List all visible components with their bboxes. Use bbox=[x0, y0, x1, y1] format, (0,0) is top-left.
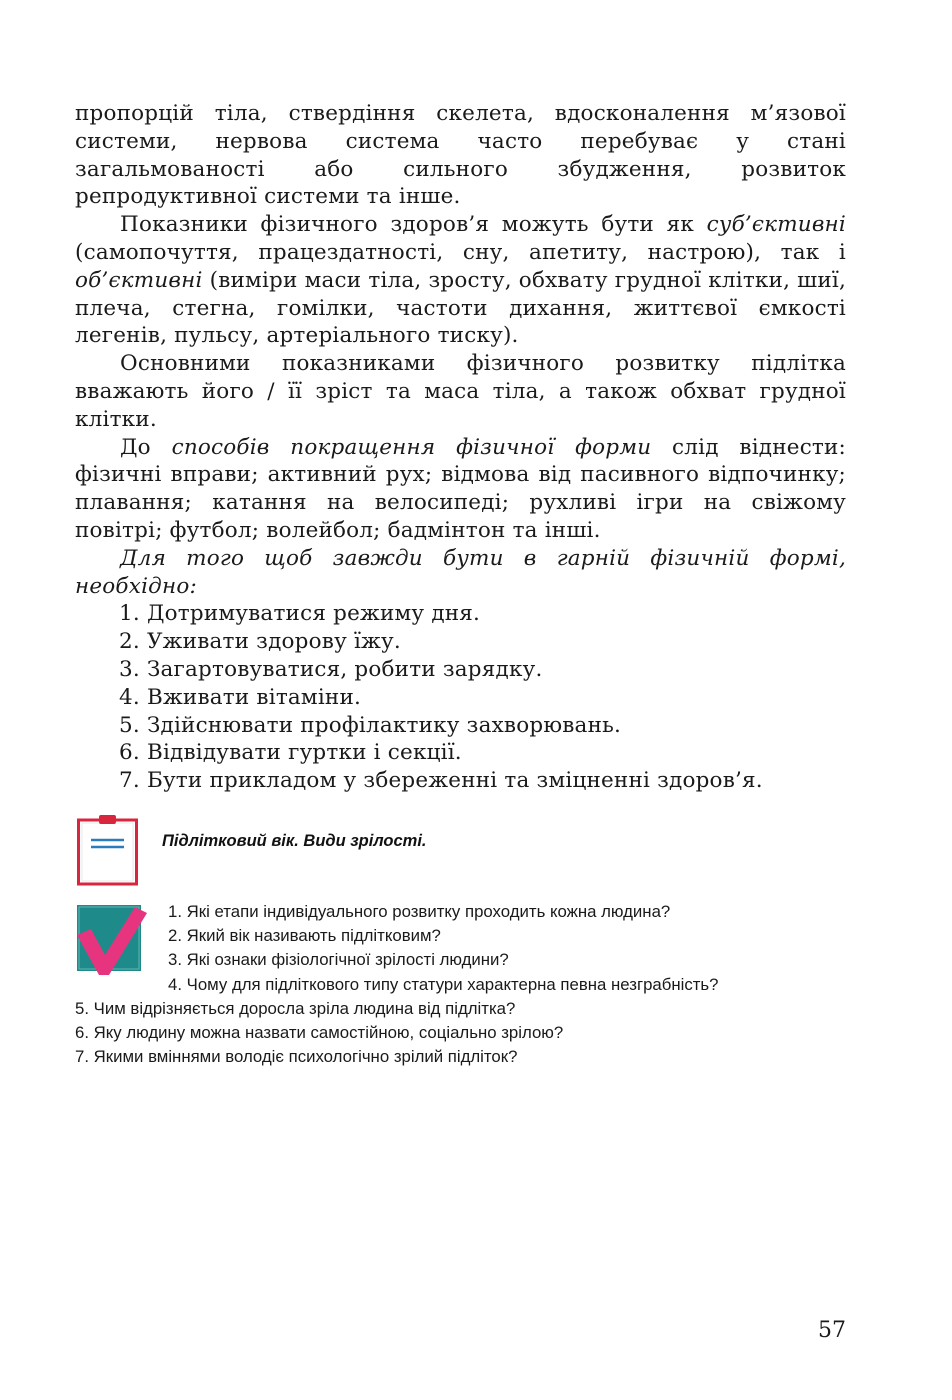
emphasis-subjective: суб’єктивні bbox=[706, 212, 846, 238]
list-item: 6. Відвідувати гуртки і секції. bbox=[119, 740, 462, 766]
question-item: 1. Які етапи індивідуального розвитку проходить кожна людина? bbox=[168, 902, 671, 921]
list-item: 4. Вживати вітаміни. bbox=[119, 684, 362, 710]
question-item: 5. Чим відрізняється доросла зріла людина від підлітка? bbox=[75, 998, 516, 1018]
paragraph-main-indicators: Основними показниками фізичного розвитку підлітка вважають його / її зріст та маса тіла, а також обхват грудної клітки. bbox=[75, 351, 846, 432]
list-item: 3. Загартовуватися, робити зарядку. bbox=[119, 656, 543, 682]
paragraph-text: До bbox=[120, 434, 172, 460]
paragraph-text: (виміри маси тіла, зросту, обхвату грудної клітки, шиї, плеча, стегна, гомілки, частоти дихання, життєвої ємкості легенів, пульсу, артеріального тиску). bbox=[75, 267, 846, 349]
clipboard-icon bbox=[77, 814, 140, 886]
paragraph-text: (самопочуття, працездатності, сну, апетиту, настрою), так і bbox=[75, 239, 846, 265]
list-item: 1. Дотримуватися режиму дня. bbox=[119, 601, 481, 627]
question-item: 4. Чому для підліткового типу статури характерна певна незграбність? bbox=[168, 974, 719, 994]
question-item: 2. Який вік називають підлітковим? bbox=[168, 926, 441, 946]
topic-title: Підлітковий вік. Види зрілості. bbox=[162, 832, 427, 850]
paragraph-indicators bbox=[75, 211, 846, 350]
question-item: 6. Яку людину можна назвати самостійною, соціально зрілою? bbox=[75, 1023, 564, 1043]
question-item: 7. Якими вміннями володіє психологічно зрілий підліток? bbox=[75, 1047, 518, 1067]
emphasis-objective: об’єктивні bbox=[75, 267, 203, 293]
steps-list bbox=[75, 600, 846, 795]
steps-intro: Для того щоб завжди бути в гарній фізичній формі, необхідно: bbox=[75, 545, 846, 599]
list-item: 7. Бути прикладом у збереженні та зміцненні здоров’я. bbox=[119, 768, 763, 794]
paragraph-text: Показники фізичного здоров’я можуть бути як bbox=[120, 212, 707, 238]
list-item: 2. Уживати здорову їжу. bbox=[119, 629, 401, 655]
paragraph-text: слід віднести: фізичні вправи; активний рух; відмова від пасивного відпочинку; плавання; катання на велосипеді; рухливі ігри на свіжому повітрі; футбол; волейбол; бадмінтон та інші. bbox=[75, 434, 847, 543]
question-item: 3. Які ознаки фізіологічної зрілості людини? bbox=[168, 950, 509, 970]
list-item: 5. Здійснювати профілактику захворювань. bbox=[119, 712, 622, 738]
main-text bbox=[75, 100, 846, 795]
paragraph-continuation: пропорцій тіла, ствердіння скелета, вдосконалення м’язової системи, нервова система часто перебуває у стані загальмованості або сильного збудження, розвиток репродуктивної системи та інше. bbox=[75, 101, 846, 210]
review-questions bbox=[75, 900, 915, 1069]
page-number: 57 bbox=[818, 1318, 846, 1343]
emphasis-methods: способів покращення фізичної форми bbox=[171, 434, 652, 460]
paragraph-methods bbox=[75, 434, 846, 545]
